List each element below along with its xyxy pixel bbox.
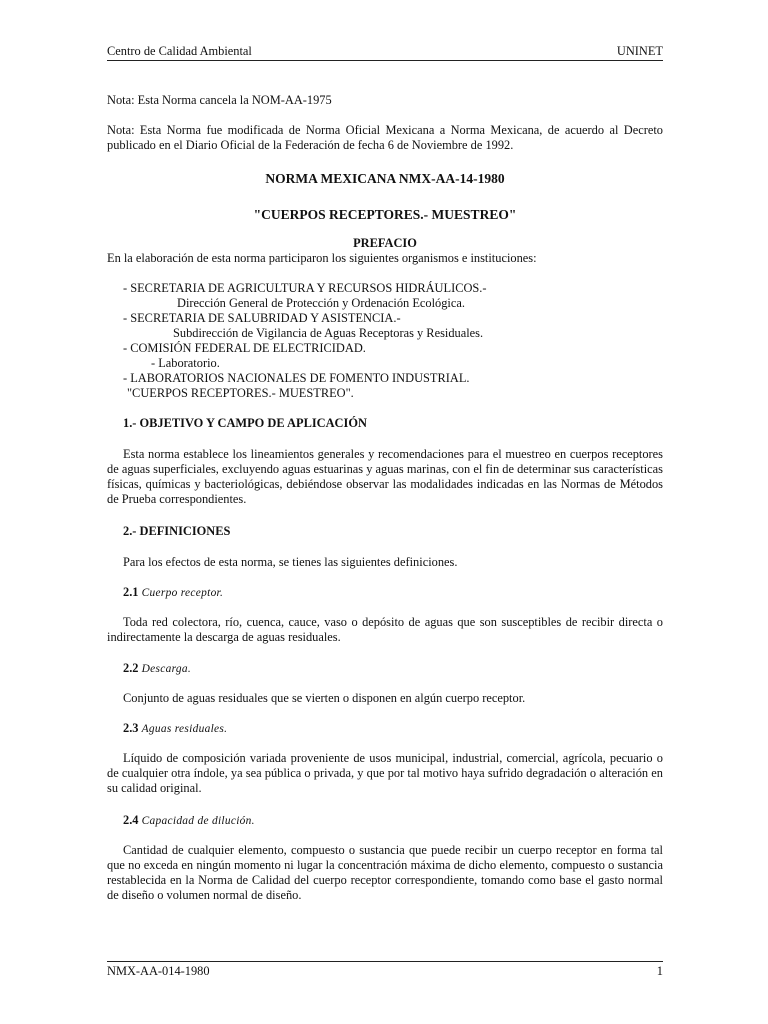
footer-left: NMX-AA-014-1980 xyxy=(107,964,210,978)
document-subtitle: "CUERPOS RECEPTORES.- MUESTREO" xyxy=(253,207,517,222)
definition-text: Toda red colectora, río, cuenca, cauce, vaso o depósito de aguas que son susceptibles de recibir directa o indirectamente la descarga de aguas residuales. xyxy=(107,615,663,644)
definition-number: 2.3 xyxy=(123,721,139,735)
definition-term: Cuerpo receptor. xyxy=(141,587,224,599)
definition-number: 2.4 xyxy=(123,813,139,827)
section-1-text: Esta norma establece los lineamientos generales y recomendaciones para el muestreo en cuerpos receptores de aguas superficiales, excluyendo aguas estuarinas y aguas marinas, con el fin de determinar sus características físicas, químicas y bacteriológicas, debiéndose observar las modalidades indicadas en las Normas de Métodos de Prueba correspondientes. xyxy=(107,447,663,506)
institution-sub-item: Dirección General de Protección y Ordenación Ecológica. xyxy=(177,296,465,310)
institution-item: - COMISIÓN FEDERAL DE ELECTRICIDAD. xyxy=(123,341,366,355)
definition-heading xyxy=(107,661,663,677)
institution-sub-item: - Laboratorio. xyxy=(151,356,220,370)
institution-item: - LABORATORIOS NACIONALES DE FOMENTO INDUSTRIAL. xyxy=(123,371,470,385)
definition-heading xyxy=(107,813,663,829)
definition-number: 2.2 xyxy=(123,661,139,675)
section-2-heading: 2.- DEFINICIONES xyxy=(123,524,231,538)
institution-item: - SECRETARIA DE SALUBRIDAD Y ASISTENCIA.- xyxy=(123,311,401,325)
definition-term: Aguas residuales. xyxy=(141,723,228,735)
definition-number: 2.1 xyxy=(123,585,139,599)
section-2-intro: Para los efectos de esta norma, se tienes las siguientes definiciones. xyxy=(123,555,458,569)
institution-sub-item: Subdirección de Vigilancia de Aguas Receptoras y Residuales. xyxy=(173,326,484,340)
definition-term: Descarga. xyxy=(141,663,192,675)
note-1: Nota: Esta Norma cancela la NOM-AA-1975 xyxy=(107,93,332,107)
institution-item: - SECRETARIA DE AGRICULTURA Y RECURSOS HIDRÁULICOS.- xyxy=(123,281,487,295)
section-1-heading: 1.- OBJETIVO Y CAMPO DE APLICACIÓN xyxy=(123,416,367,430)
document-title: NORMA MEXICANA NMX-AA-14-1980 xyxy=(265,171,505,186)
document-page xyxy=(107,0,663,1024)
institution-sub-item: "CUERPOS RECEPTORES.- MUESTREO". xyxy=(127,386,354,400)
header-right: UNINET xyxy=(616,44,663,58)
page-header xyxy=(107,44,663,61)
definition-text: Cantidad de cualquier elemento, compuesto o sustancia que puede recibir un cuerpo receptor en forma tal que no exceda en ningún momento ni lugar la concentración máxima de dicho elemento, compuesto o sustancia restablecida en la Norma de Calidad del cuerpo receptor correspondiente, tomando como base el gasto normal de diseño o volumen normal de diseño. xyxy=(107,843,663,902)
definition-text: Conjunto de aguas residuales que se vierten o disponen en algún cuerpo receptor. xyxy=(123,691,526,705)
definition-text: Líquido de composición variada proveniente de usos municipal, industrial, comercial, agrícola, pecuario o de cualquier otra índole, ya sea pública o privada, y que por tal motivo haya sufrido degradación o alteración en su calidad original. xyxy=(107,751,663,795)
prefacio-heading: PREFACIO xyxy=(353,236,417,250)
definition-heading xyxy=(107,721,663,737)
header-left: Centro de Calidad Ambiental xyxy=(107,44,252,58)
page-footer xyxy=(107,961,663,979)
definition-heading xyxy=(107,585,663,601)
note-2: Nota: Esta Norma fue modificada de Norma Oficial Mexicana a Norma Mexicana, de acuerdo al Decreto publicado en el Diario Oficial de la Federación de fecha 6 de Noviembre de 1992. xyxy=(107,123,663,152)
prefacio-intro: En la elaboración de esta norma participaron los siguientes organismos e instituciones: xyxy=(107,251,537,265)
institutions-list xyxy=(107,281,663,401)
definition-term: Capacidad de dilución. xyxy=(141,815,255,827)
page-number: 1 xyxy=(656,964,663,978)
